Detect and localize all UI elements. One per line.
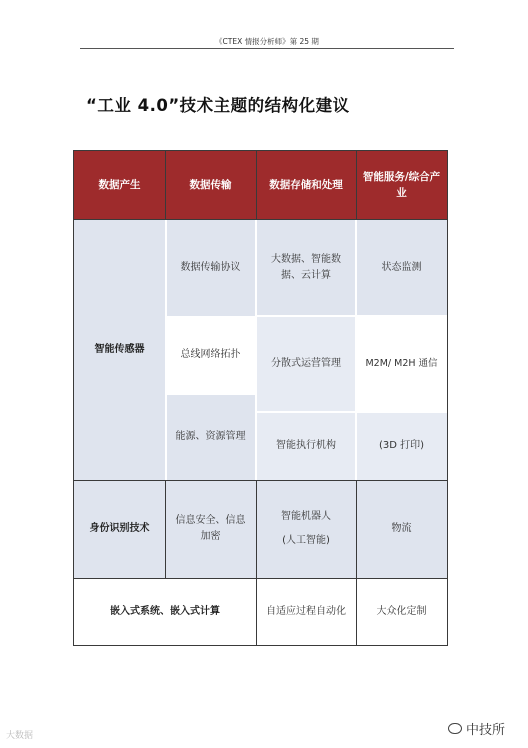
cell-smart-robot bbox=[256, 480, 356, 578]
cell-adaptive-automation: 自适应过程自动化 bbox=[256, 578, 356, 645]
watermark-right bbox=[448, 719, 505, 738]
cell-m2m: M2M/ M2H 通信 bbox=[356, 316, 447, 412]
col-header-data-transmission: 数据传输 bbox=[165, 151, 256, 219]
cell-embedded: 嵌入式系统、嵌入式计算 bbox=[74, 578, 256, 645]
grid-line bbox=[73, 219, 448, 220]
grid-line bbox=[73, 150, 74, 646]
separator bbox=[256, 315, 356, 317]
header-rule bbox=[80, 48, 454, 49]
grid-line bbox=[356, 150, 357, 219]
col-header-data-storage: 数据存储和处理 bbox=[256, 151, 356, 219]
watermark-left: 大数据 bbox=[6, 731, 34, 741]
cell-info-security: 信息安全、信息加密 bbox=[165, 480, 256, 578]
cell-smart-sensor: 智能传感器 bbox=[74, 219, 165, 480]
grid-line bbox=[356, 480, 357, 646]
separator bbox=[355, 219, 357, 480]
separator bbox=[256, 411, 356, 413]
grid-line bbox=[256, 150, 257, 219]
grid-line bbox=[165, 150, 166, 219]
cell-big-data: 大数据、智能数据、云计算 bbox=[256, 219, 356, 316]
separator bbox=[165, 219, 167, 480]
watermark-right-label: 中技所 bbox=[466, 723, 506, 738]
grid-line bbox=[73, 480, 448, 481]
grid-line bbox=[73, 150, 448, 151]
grid-line bbox=[256, 480, 257, 646]
separator bbox=[255, 219, 257, 480]
separator bbox=[165, 393, 256, 395]
page-title: “工业 4.0”技术主题的结构化建议 bbox=[86, 96, 350, 115]
col-header-data-generation: 数据产生 bbox=[74, 151, 165, 219]
grid-line bbox=[165, 480, 166, 578]
wechat-icon bbox=[448, 723, 462, 734]
separator bbox=[356, 411, 447, 413]
grid-line bbox=[73, 645, 448, 646]
robot-label: 智能机器人 bbox=[281, 511, 331, 522]
cell-mass-customization: 大众化定制 bbox=[356, 578, 447, 645]
grid-line bbox=[73, 578, 448, 579]
cell-logistics: 物流 bbox=[356, 480, 447, 578]
cell-3d-print: (3D 打印) bbox=[356, 412, 447, 480]
cell-status-monitor: 状态监测 bbox=[356, 219, 447, 316]
cell-transmission-protocol: 数据传输协议 bbox=[165, 219, 256, 316]
page-header: 《CTEX 情报分析师》第 25 期 bbox=[215, 37, 319, 46]
separator bbox=[165, 316, 256, 318]
cell-identity-tech: 身份识别技术 bbox=[74, 480, 165, 578]
cell-smart-actuator: 智能执行机构 bbox=[256, 412, 356, 480]
grid-line bbox=[447, 150, 448, 646]
cell-energy-mgmt: 能源、资源管理 bbox=[165, 394, 256, 480]
separator bbox=[356, 315, 447, 317]
cell-bus-topology: 总线网络拓扑 bbox=[165, 316, 256, 394]
cell-distributed-ops: 分散式运营管理 bbox=[256, 316, 356, 412]
robot-ai-label: (人工智能) bbox=[282, 535, 330, 546]
col-header-smart-services: 智能服务/综合产业 bbox=[356, 151, 447, 219]
